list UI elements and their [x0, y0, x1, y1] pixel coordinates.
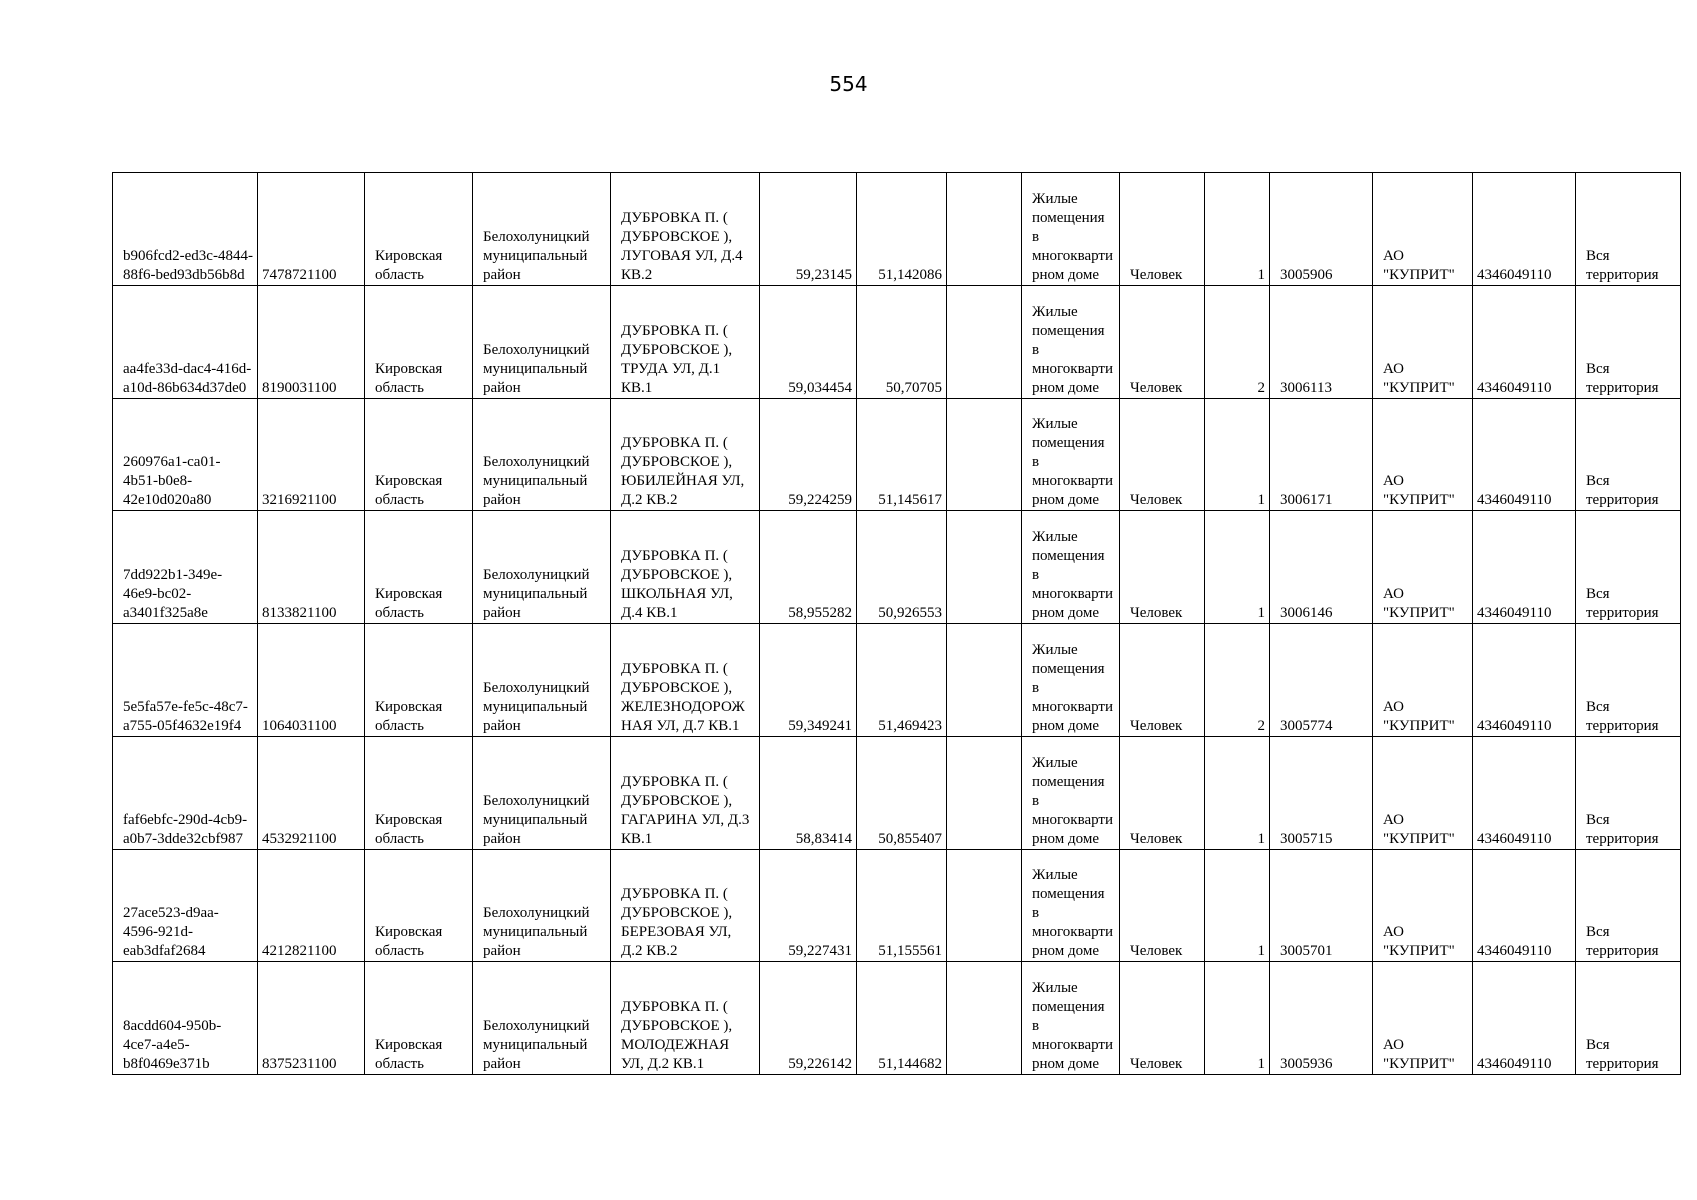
district-cell: Белохолуницкий муниципальный район [473, 849, 611, 962]
latitude-cell: 59,349241 [760, 624, 857, 737]
empty-cell [947, 398, 1022, 511]
district-cell: Белохолуницкий муниципальный район [473, 173, 611, 286]
oktmo-cell: 3216921100 [258, 398, 365, 511]
region-cell: Кировская область [365, 173, 473, 286]
longitude-cell: 51,145617 [857, 398, 947, 511]
longitude-cell: 50,926553 [857, 511, 947, 624]
latitude-cell: 59,226142 [760, 962, 857, 1075]
premises-type-cell: Жилые помещения в многоквартирном доме [1022, 398, 1120, 511]
unit-cell: Человек [1120, 511, 1205, 624]
premises-type-cell: Жилые помещения в многоквартирном доме [1022, 173, 1120, 286]
count-cell: 1 [1205, 849, 1270, 962]
unit-cell: Человек [1120, 849, 1205, 962]
id-cell: faf6ebfc-290d-4cb9-a0b7-3dde32cbf987 [113, 736, 258, 849]
longitude-cell: 51,469423 [857, 624, 947, 737]
territory-cell: Вся территория [1576, 398, 1681, 511]
premises-type-cell: Жилые помещения в многоквартирном доме [1022, 285, 1120, 398]
inn-cell: 4346049110 [1473, 398, 1576, 511]
id-cell: b906fcd2-ed3c-4844-88f6-bed93db56b8d [113, 173, 258, 286]
empty-cell [947, 511, 1022, 624]
premises-type-cell: Жилые помещения в многоквартирном доме [1022, 736, 1120, 849]
region-cell: Кировская область [365, 736, 473, 849]
count-cell: 1 [1205, 962, 1270, 1075]
organization-cell: АО "КУПРИТ" [1373, 736, 1473, 849]
id-cell: 260976a1-ca01-4b51-b0e8-42e10d020a80 [113, 398, 258, 511]
premises-type-cell: Жилые помещения в многоквартирном доме [1022, 849, 1120, 962]
address-cell: ДУБРОВКА П. ( ДУБРОВСКОЕ ), ШКОЛЬНАЯ УЛ, Д.4 КВ.1 [611, 511, 760, 624]
region-cell: Кировская область [365, 398, 473, 511]
oktmo-cell: 4532921100 [258, 736, 365, 849]
unit-cell: Человек [1120, 736, 1205, 849]
table-row [113, 962, 1681, 1075]
oktmo-cell: 4212821100 [258, 849, 365, 962]
id-cell: 8acdd604-950b-4ce7-a4e5-b8f0469e371b [113, 962, 258, 1075]
latitude-cell: 58,83414 [760, 736, 857, 849]
longitude-cell: 51,155561 [857, 849, 947, 962]
inn-cell: 4346049110 [1473, 511, 1576, 624]
inn-cell: 4346049110 [1473, 736, 1576, 849]
longitude-cell: 50,855407 [857, 736, 947, 849]
registry-table [112, 172, 1681, 1075]
table-row [113, 511, 1681, 624]
district-cell: Белохолуницкий муниципальный район [473, 285, 611, 398]
address-cell: ДУБРОВКА П. ( ДУБРОВСКОЕ ), ТРУДА УЛ, Д.1 КВ.1 [611, 285, 760, 398]
count-cell: 1 [1205, 398, 1270, 511]
page-number: 554 [829, 72, 868, 96]
latitude-cell: 59,034454 [760, 285, 857, 398]
longitude-cell: 51,144682 [857, 962, 947, 1075]
count-cell: 2 [1205, 285, 1270, 398]
code-cell: 3005774 [1270, 624, 1373, 737]
empty-cell [947, 624, 1022, 737]
territory-cell: Вся территория [1576, 511, 1681, 624]
region-cell: Кировская область [365, 624, 473, 737]
address-cell: ДУБРОВКА П. ( ДУБРОВСКОЕ ), БЕРЕЗОВАЯ УЛ, Д.2 КВ.2 [611, 849, 760, 962]
id-cell: 7dd922b1-349e-46e9-bc02-a3401f325a8e [113, 511, 258, 624]
unit-cell: Человек [1120, 398, 1205, 511]
code-cell: 3006146 [1270, 511, 1373, 624]
territory-cell: Вся территория [1576, 173, 1681, 286]
code-cell: 3005701 [1270, 849, 1373, 962]
region-cell: Кировская область [365, 285, 473, 398]
latitude-cell: 59,227431 [760, 849, 857, 962]
table-row [113, 849, 1681, 962]
inn-cell: 4346049110 [1473, 962, 1576, 1075]
empty-cell [947, 962, 1022, 1075]
premises-type-cell: Жилые помещения в многоквартирном доме [1022, 624, 1120, 737]
table-row [113, 398, 1681, 511]
organization-cell: АО "КУПРИТ" [1373, 173, 1473, 286]
address-cell: ДУБРОВКА П. ( ДУБРОВСКОЕ ), ЖЕЛЕЗНОДОРОЖНАЯ УЛ, Д.7 КВ.1 [611, 624, 760, 737]
organization-cell: АО "КУПРИТ" [1373, 511, 1473, 624]
address-cell: ДУБРОВКА П. ( ДУБРОВСКОЕ ), ЮБИЛЕЙНАЯ УЛ, Д.2 КВ.2 [611, 398, 760, 511]
oktmo-cell: 8375231100 [258, 962, 365, 1075]
premises-type-cell: Жилые помещения в многоквартирном доме [1022, 962, 1120, 1075]
oktmo-cell: 7478721100 [258, 173, 365, 286]
district-cell: Белохолуницкий муниципальный район [473, 962, 611, 1075]
code-cell: 3005715 [1270, 736, 1373, 849]
organization-cell: АО "КУПРИТ" [1373, 285, 1473, 398]
code-cell: 3005936 [1270, 962, 1373, 1075]
organization-cell: АО "КУПРИТ" [1373, 398, 1473, 511]
district-cell: Белохолуницкий муниципальный район [473, 736, 611, 849]
territory-cell: Вся территория [1576, 962, 1681, 1075]
territory-cell: Вся территория [1576, 285, 1681, 398]
empty-cell [947, 736, 1022, 849]
inn-cell: 4346049110 [1473, 624, 1576, 737]
code-cell: 3006113 [1270, 285, 1373, 398]
inn-cell: 4346049110 [1473, 849, 1576, 962]
latitude-cell: 58,955282 [760, 511, 857, 624]
oktmo-cell: 8190031100 [258, 285, 365, 398]
region-cell: Кировская область [365, 962, 473, 1075]
territory-cell: Вся территория [1576, 736, 1681, 849]
count-cell: 1 [1205, 173, 1270, 286]
longitude-cell: 50,70705 [857, 285, 947, 398]
organization-cell: АО "КУПРИТ" [1373, 849, 1473, 962]
code-cell: 3006171 [1270, 398, 1373, 511]
latitude-cell: 59,224259 [760, 398, 857, 511]
inn-cell: 4346049110 [1473, 173, 1576, 286]
district-cell: Белохолуницкий муниципальный район [473, 624, 611, 737]
count-cell: 1 [1205, 511, 1270, 624]
unit-cell: Человек [1120, 962, 1205, 1075]
inn-cell: 4346049110 [1473, 285, 1576, 398]
count-cell: 2 [1205, 624, 1270, 737]
address-cell: ДУБРОВКА П. ( ДУБРОВСКОЕ ), ЛУГОВАЯ УЛ, Д.4 КВ.2 [611, 173, 760, 286]
address-cell: ДУБРОВКА П. ( ДУБРОВСКОЕ ), МОЛОДЕЖНАЯ УЛ, Д.2 КВ.1 [611, 962, 760, 1075]
address-cell: ДУБРОВКА П. ( ДУБРОВСКОЕ ), ГАГАРИНА УЛ, Д.3 КВ.1 [611, 736, 760, 849]
longitude-cell: 51,142086 [857, 173, 947, 286]
organization-cell: АО "КУПРИТ" [1373, 962, 1473, 1075]
unit-cell: Человек [1120, 173, 1205, 286]
count-cell: 1 [1205, 736, 1270, 849]
empty-cell [947, 173, 1022, 286]
territory-cell: Вся территория [1576, 624, 1681, 737]
district-cell: Белохолуницкий муниципальный район [473, 398, 611, 511]
region-cell: Кировская область [365, 511, 473, 624]
id-cell: 5e5fa57e-fe5c-48c7-a755-05f4632e19f4 [113, 624, 258, 737]
table-row [113, 736, 1681, 849]
oktmo-cell: 1064031100 [258, 624, 365, 737]
table-row [113, 285, 1681, 398]
region-cell: Кировская область [365, 849, 473, 962]
empty-cell [947, 285, 1022, 398]
oktmo-cell: 8133821100 [258, 511, 365, 624]
territory-cell: Вся территория [1576, 849, 1681, 962]
district-cell: Белохолуницкий муниципальный район [473, 511, 611, 624]
code-cell: 3005906 [1270, 173, 1373, 286]
registry-table-body [113, 173, 1681, 1075]
organization-cell: АО "КУПРИТ" [1373, 624, 1473, 737]
empty-cell [947, 849, 1022, 962]
id-cell: 27ace523-d9aa-4596-921d-eab3dfaf2684 [113, 849, 258, 962]
table-row [113, 173, 1681, 286]
unit-cell: Человек [1120, 285, 1205, 398]
unit-cell: Человек [1120, 624, 1205, 737]
id-cell: aa4fe33d-dac4-416d-a10d-86b634d37de0 [113, 285, 258, 398]
table-row [113, 624, 1681, 737]
premises-type-cell: Жилые помещения в многоквартирном доме [1022, 511, 1120, 624]
latitude-cell: 59,23145 [760, 173, 857, 286]
